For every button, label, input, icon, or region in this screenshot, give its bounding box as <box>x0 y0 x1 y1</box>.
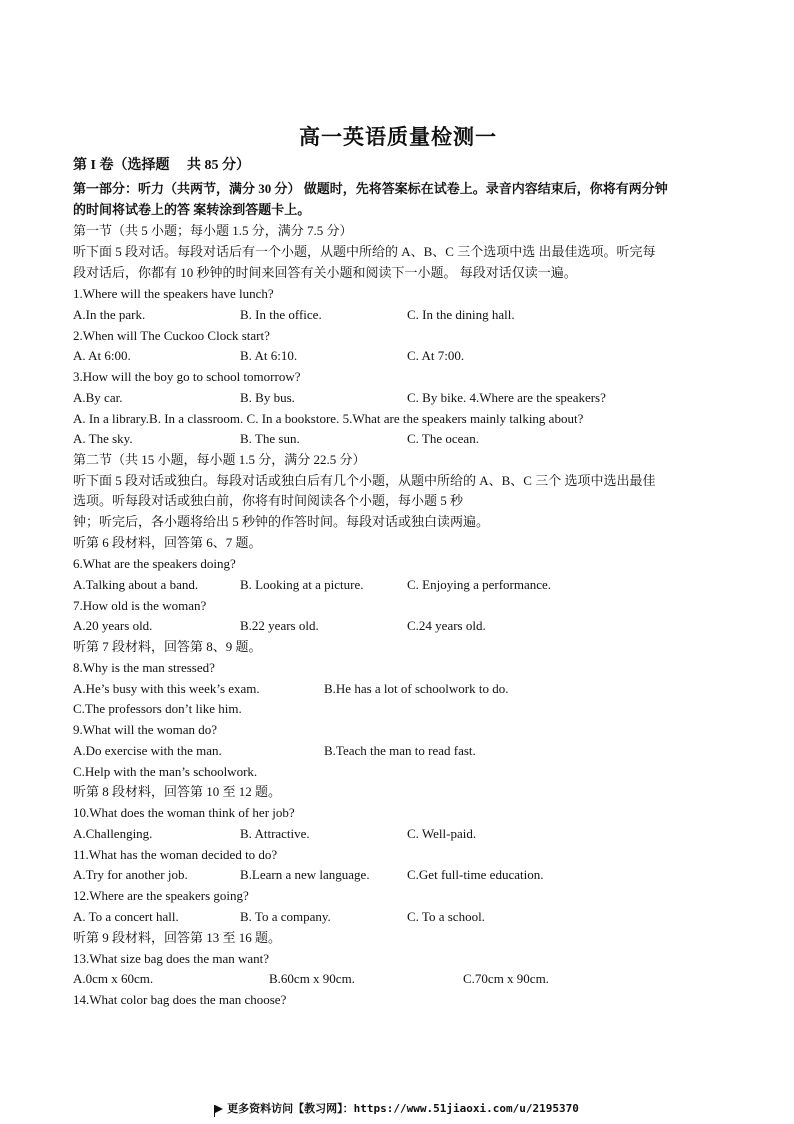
question-11-option-c: C.Get full-time education. <box>407 867 544 882</box>
volume-header: 第 I 卷（选择题 共 85 分） <box>73 158 250 173</box>
question-9-stem: 9.What will the woman do? <box>73 722 218 737</box>
question-9-option-b: B.Teach the man to read fast. <box>324 743 476 758</box>
question-6-stem: 6.What are the speakers doing? <box>73 556 236 571</box>
question-10-option-c: C. Well-paid. <box>407 826 477 841</box>
question-2-option-b: B. At 6:10. <box>240 348 298 363</box>
question-14-stem: 14.What color bag does the man choose? <box>73 992 287 1007</box>
question-10-option-a: A.Challenging. <box>73 826 153 841</box>
question-8-option-c: C.The professors don’t like him. <box>73 701 242 716</box>
section2-instruction-line-1: 听下面 5 段对话或独白。每段对话或独白后有几个小题，从题中所给的 A、B、C 三个 选项中选出最佳 <box>73 473 656 488</box>
question-13-option-b: B.60cm x 90cm. <box>269 971 355 986</box>
section1-instruction-line-1: 听下面 5 段对话。每段对话后有一个小题，从题中所给的 A、B、C 三个选项中选 出最佳选项。听完每 <box>73 244 656 259</box>
footer-text: 更多资料访问【教习网】：https://www.51jiaoxi.com/u/2195370 <box>227 1102 579 1115</box>
question-1-option-c: C. In the dining hall. <box>407 307 515 322</box>
question-1-option-a: A.In the park. <box>73 307 146 322</box>
question-8-option-b: B.He has a lot of schoolwork to do. <box>324 681 509 696</box>
question-7-option-b: B.22 years old. <box>240 618 319 633</box>
question-2-option-a: A. At 6:00. <box>73 348 131 363</box>
section2-instruction-line-3: 钟；听完后，各小题将给出 5 秒钟的作答时间。每段对话或独白读两遍。 <box>73 514 490 529</box>
section1-instruction-line-2: 段对话后，你都有 10 秒钟的时间来回答有关小题和阅读下一小题。 每段对话仅读一遍。 <box>73 265 577 280</box>
question-6-option-a: A.Talking about a band. <box>73 577 199 592</box>
material-9-heading: 听第 9 段材料，回答第 13 至 16 题。 <box>73 930 282 945</box>
material-7-heading: 听第 7 段材料，回答第 8、9 题。 <box>73 639 262 654</box>
page-title: 高一英语质量检测一 <box>299 125 497 149</box>
question-3-option-a: A.By car. <box>73 390 123 405</box>
section2-instruction-line-2: 选项。听每段对话或独白前，你将有时间阅读各个小题，每小题 5 秒 <box>73 493 464 508</box>
material-6-heading: 听第 6 段材料，回答第 6、7 题。 <box>73 535 262 550</box>
question-11-option-b: B.Learn a new language. <box>240 867 370 882</box>
question-7-option-c: C.24 years old. <box>407 618 486 633</box>
question-3-option-b: B. By bus. <box>240 390 295 405</box>
material-8-heading: 听第 8 段材料，回答第 10 至 12 题。 <box>73 784 282 799</box>
part1-instruction-line-1: 第一部分：听力（共两节，满分 30 分） 做题时，先将答案标在试卷上。录音内容结束后，你将有两分钟 <box>73 181 668 196</box>
question-11-stem: 11.What has the woman decided to do? <box>73 847 278 862</box>
question-5-option-a: A. The sky. <box>73 431 133 446</box>
question-9-option-c: C.Help with the man’s schoolwork. <box>73 764 258 779</box>
question-12-option-a: A. To a concert hall. <box>73 909 179 924</box>
question-13-option-c: C.70cm x 90cm. <box>463 971 549 986</box>
question-7-option-a: A.20 years old. <box>73 618 153 633</box>
question-3-stem: 3.How will the boy go to school tomorrow? <box>73 369 301 384</box>
flag-icon <box>215 1105 223 1113</box>
section2-header: 第二节（共 15 小题，每小题 1.5 分，满分 22.5 分） <box>73 452 366 467</box>
question-2-option-c: C. At 7:00. <box>407 348 465 363</box>
question-8-option-a: A.He’s busy with this week’s exam. <box>73 681 260 696</box>
question-6-option-c: C. Enjoying a performance. <box>407 577 552 592</box>
section1-header: 第一节（共 5 小题；每小题 1.5 分，满分 7.5 分） <box>73 223 353 238</box>
part1-instruction-line-2: 的时间将试卷上的答 案转涂到答题卡上。 <box>73 202 311 217</box>
question-10-stem: 10.What does the woman think of her job? <box>73 805 295 820</box>
question-13-stem: 13.What size bag does the man want? <box>73 951 270 966</box>
question-7-stem: 7.How old is the woman? <box>73 598 207 613</box>
question-10-option-b: B. Attractive. <box>240 826 310 841</box>
question-12-option-b: B. To a company. <box>240 909 331 924</box>
question-1-stem: 1.Where will the speakers have lunch? <box>73 286 274 301</box>
question-6-option-b: B. Looking at a picture. <box>240 577 364 592</box>
question-9-option-a: A.Do exercise with the man. <box>73 743 222 758</box>
question-1-option-b: B. In the office. <box>240 307 322 322</box>
footer-link[interactable] <box>0 1100 794 1116</box>
question-5-option-c: C. The ocean. <box>407 431 479 446</box>
question-11-option-a: A.Try for another job. <box>73 867 188 882</box>
question-2-stem: 2.When will The Cuckoo Clock start? <box>73 328 270 343</box>
question-12-option-c: C. To a school. <box>407 909 485 924</box>
question-8-stem: 8.Why is the man stressed? <box>73 660 215 675</box>
question-3-option-c: C. By bike. 4.Where are the speakers? <box>407 390 606 405</box>
question-12-stem: 12.Where are the speakers going? <box>73 888 249 903</box>
question-5-option-b: B. The sun. <box>240 431 300 446</box>
question-4-options-line: A. In a library.B. In a classroom. C. In a bookstore. 5.What are the speakers mainly talking about? <box>73 411 584 426</box>
question-13-option-a: A.0cm x 60cm. <box>73 971 154 986</box>
